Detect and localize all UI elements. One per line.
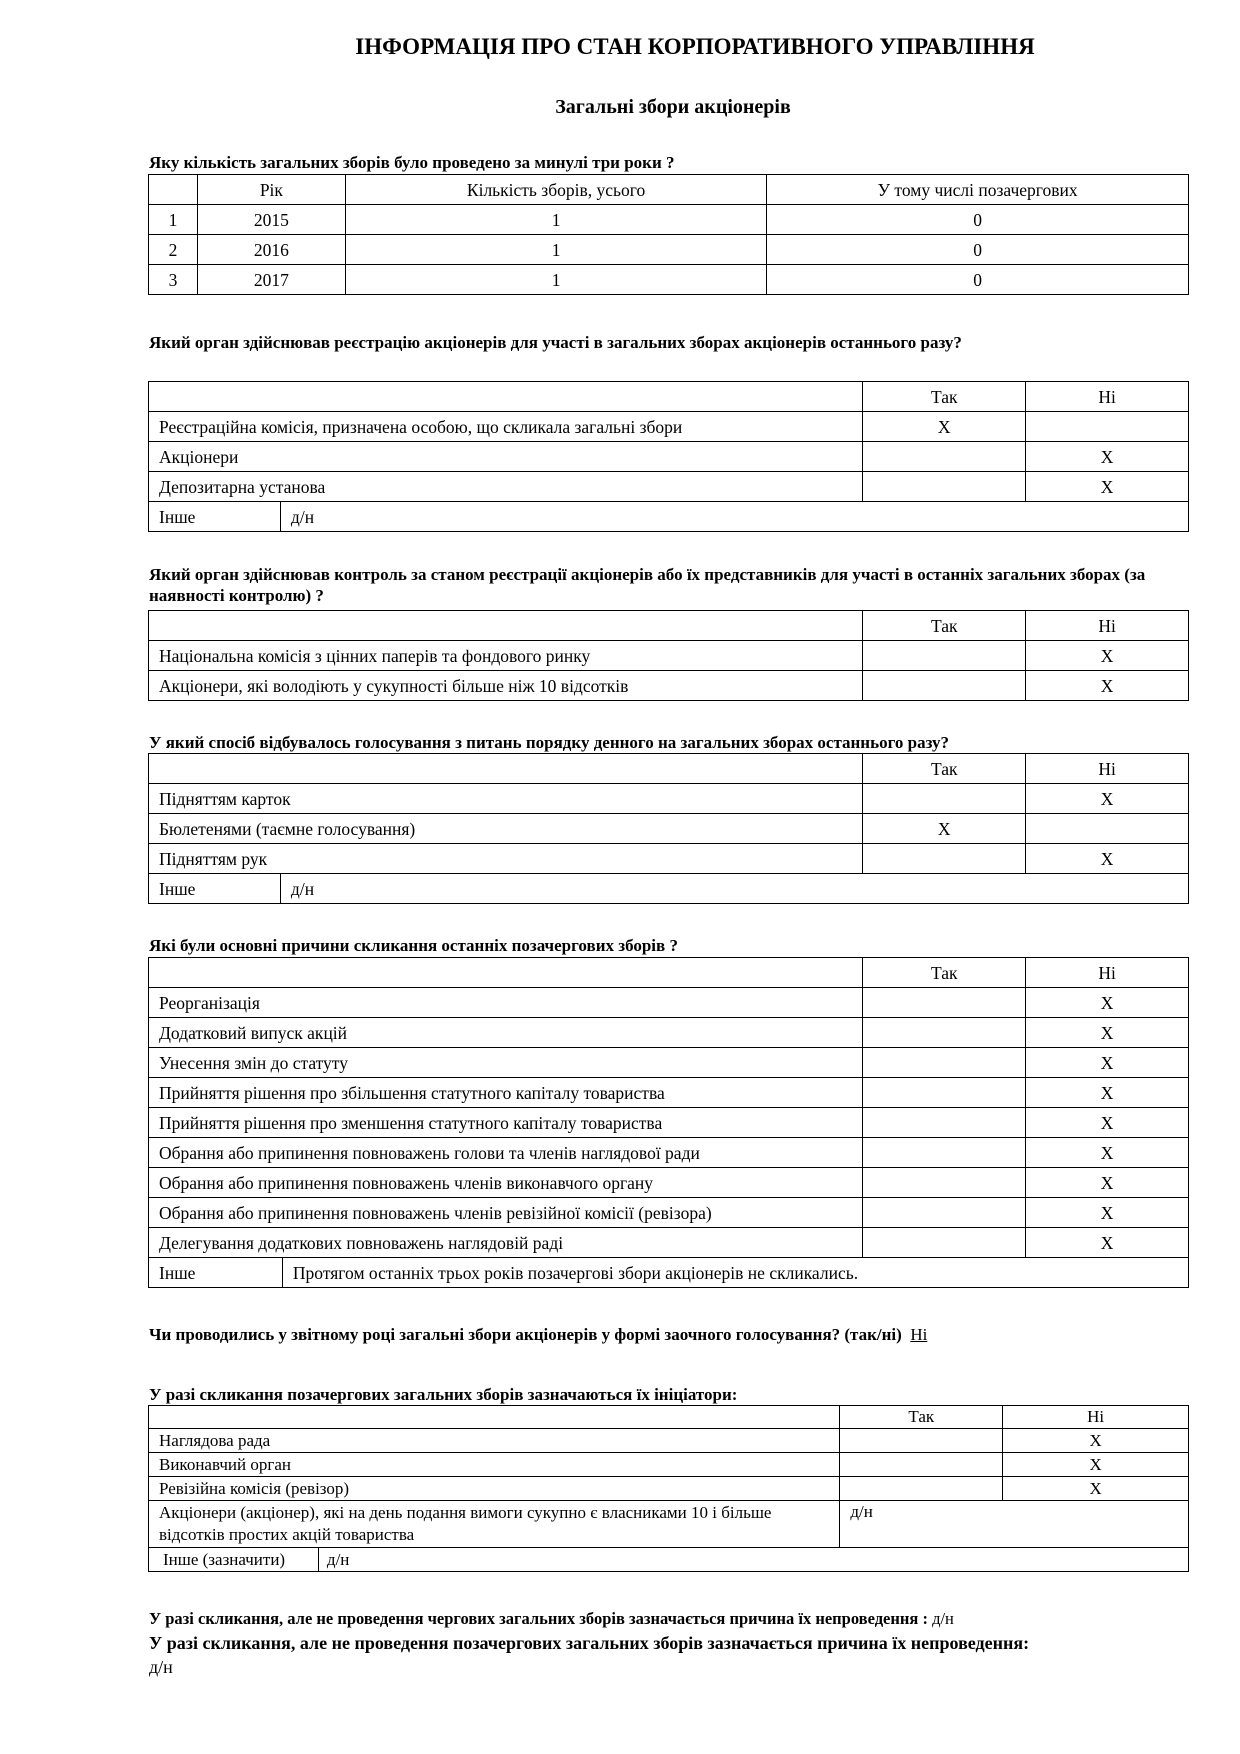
no-cell: X [1026, 988, 1189, 1018]
row-label: Депозитарна установа [149, 472, 863, 502]
table-row [149, 442, 1189, 472]
table-row [149, 1048, 1189, 1078]
row-label: Національна комісія з цінних паперів та фондового ринку [149, 641, 863, 671]
table-header-row [149, 1406, 1189, 1429]
table-row [149, 1477, 1189, 1501]
table-row-shareholders [149, 1501, 1189, 1548]
yes-cell [840, 1453, 1003, 1477]
table-cell: 0 [767, 235, 1189, 265]
no-cell [1026, 412, 1189, 442]
row-label: Акціонери [149, 442, 863, 472]
header-cell: Так [863, 611, 1026, 641]
registration-body-table [148, 381, 1189, 532]
header-cell [149, 754, 863, 784]
table-row [149, 671, 1189, 701]
other-value: Протягом останніх трьох років позачергові збори акціонерів не скликались. [282, 1258, 1188, 1288]
yes-cell [863, 671, 1026, 701]
table-cell: 1 [345, 265, 767, 295]
table-header-row [149, 611, 1189, 641]
no-cell: X [1026, 1108, 1189, 1138]
no-cell: X [1026, 442, 1189, 472]
yes-cell [863, 1108, 1026, 1138]
table-cell: 3 [149, 265, 198, 295]
row-label: Унесення змін до статуту [149, 1048, 863, 1078]
no-cell [1026, 814, 1189, 844]
table-header-row [149, 382, 1189, 412]
header-cell: Ні [1026, 958, 1189, 988]
row-label: Підняттям карток [149, 784, 863, 814]
row-label: Акціонери, які володіють у сукупності більше ніж 10 відсотків [149, 671, 863, 701]
note-regular-meeting-text: У разі скликання, але не проведення чергових загальних зборів зазначається причина їх непроведення : [149, 1609, 928, 1628]
table-row [149, 641, 1189, 671]
table-row [149, 205, 1189, 235]
question-meetings-count: Яку кількість загальних зборів було проведено за минулі три роки ? [149, 153, 675, 172]
note-regular-meeting-value: д/н [932, 1609, 954, 1628]
row-label: Наглядова рада [149, 1429, 840, 1453]
table-row [149, 1078, 1189, 1108]
table-header-row [149, 175, 1189, 205]
other-value: д/н [280, 502, 1188, 532]
row-label: Ревізійна комісія (ревізор) [149, 1477, 840, 1501]
table-row [149, 1018, 1189, 1048]
no-cell: X [1026, 1168, 1189, 1198]
no-cell: X [1003, 1429, 1189, 1453]
header-cell [149, 611, 863, 641]
no-cell: X [1026, 1228, 1189, 1258]
no-cell: X [1026, 1078, 1189, 1108]
row-label: Прийняття рішення про зменшення статутного капіталу товариства [149, 1108, 863, 1138]
table-cell: 1 [345, 235, 767, 265]
page-title: ІНФОРМАЦІЯ ПРО СТАН КОРПОРАТИВНОГО УПРАВЛІННЯ [355, 34, 1035, 59]
table-row [149, 1453, 1189, 1477]
initiators-table [148, 1405, 1189, 1572]
table-row-other [149, 1258, 1189, 1288]
question-absentee-voting [149, 1324, 1189, 1345]
row-label: Обрання або припинення повноважень членів виконавчого органу [149, 1168, 863, 1198]
registration-control-table [148, 610, 1189, 701]
table-header-row [149, 958, 1189, 988]
table-row [149, 814, 1189, 844]
question-registration-body: Який орган здійснював реєстрацію акціонерів для участі в загальних зборах акціонерів останнього разу? [149, 333, 962, 352]
row-label: Реорганізація [149, 988, 863, 1018]
header-cell: Кількість зборів, усього [345, 175, 767, 205]
yes-cell [863, 1228, 1026, 1258]
table-row-other [149, 874, 1189, 904]
table-row [149, 1138, 1189, 1168]
yes-cell [840, 1477, 1003, 1501]
header-cell [149, 958, 863, 988]
header-cell [149, 175, 198, 205]
table-cell: 1 [345, 205, 767, 235]
yes-cell [840, 1429, 1003, 1453]
header-cell: Ні [1026, 382, 1189, 412]
meetings-count-table [148, 174, 1189, 295]
other-value: д/н [318, 1548, 1188, 1572]
note-extraordinary-meeting [149, 1631, 1199, 1679]
no-cell: X [1026, 472, 1189, 502]
row-label: Бюлетенями (таємне голосування) [149, 814, 863, 844]
row-label: Виконавчий орган [149, 1453, 840, 1477]
table-row [149, 784, 1189, 814]
row-label: Делегування додаткових повноважень наглядовій раді [149, 1228, 863, 1258]
note-extraordinary-meeting-value: д/н [149, 1657, 173, 1677]
table-row [149, 1168, 1189, 1198]
extraordinary-reasons-table [148, 957, 1189, 1288]
header-cell: Ні [1026, 611, 1189, 641]
no-cell: X [1026, 844, 1189, 874]
table-row [149, 265, 1189, 295]
table-cell: 0 [767, 205, 1189, 235]
header-cell: Так [840, 1406, 1003, 1429]
yes-cell [863, 844, 1026, 874]
yes-cell [863, 1168, 1026, 1198]
table-row [149, 412, 1189, 442]
no-cell: X [1003, 1453, 1189, 1477]
header-cell: Ні [1026, 754, 1189, 784]
yes-cell [863, 1018, 1026, 1048]
question-extraordinary-reasons: Які були основні причини скликання останніх позачергових зборів ? [149, 936, 678, 955]
header-cell: Так [863, 958, 1026, 988]
table-row [149, 235, 1189, 265]
yes-cell [863, 1048, 1026, 1078]
yes-cell [863, 988, 1026, 1018]
yes-cell: X [863, 814, 1026, 844]
no-cell: X [1026, 671, 1189, 701]
other-label: Інше [149, 1258, 283, 1288]
table-cell: 2 [149, 235, 198, 265]
header-cell [149, 1406, 840, 1429]
yes-cell [863, 784, 1026, 814]
note-extraordinary-meeting-text: У разі скликання, але не проведення позачергових загальних зборів зазначається причина їх непроведення: [149, 1633, 1030, 1653]
table-row [149, 1228, 1189, 1258]
no-cell: X [1026, 1138, 1189, 1168]
yes-cell [863, 1138, 1026, 1168]
header-cell: У тому числі позачергових [767, 175, 1189, 205]
table-row-other [149, 502, 1189, 532]
absentee-voting-question-text: Чи проводились у звітному році загальні збори акціонерів у формі заочного голосування? (так/ні) [149, 1325, 902, 1344]
yes-cell [863, 472, 1026, 502]
shareholders-label: Акціонери (акціонер), які на день подання вимоги сукупно є власниками 10 і більше відсотків простих акцій товариства [149, 1501, 840, 1548]
question-initiators: У разі скликання позачергових загальних зборів зазначаються їх ініціатори: [149, 1385, 738, 1404]
voting-method-table [148, 753, 1189, 904]
no-cell: X [1026, 1048, 1189, 1078]
no-cell: X [1026, 641, 1189, 671]
table-cell: 2017 [197, 265, 345, 295]
no-cell: X [1003, 1477, 1189, 1501]
no-cell: X [1026, 1198, 1189, 1228]
header-cell: Так [863, 754, 1026, 784]
yes-cell [863, 1198, 1026, 1228]
table-cell: 0 [767, 265, 1189, 295]
row-label: Підняттям рук [149, 844, 863, 874]
table-row [149, 988, 1189, 1018]
table-header-row [149, 754, 1189, 784]
table-row [149, 1429, 1189, 1453]
other-value: д/н [280, 874, 1188, 904]
row-label: Додатковий випуск акцій [149, 1018, 863, 1048]
other-label: Інше [149, 502, 281, 532]
no-cell: X [1026, 784, 1189, 814]
absentee-voting-answer: Ні [910, 1325, 928, 1344]
note-regular-meeting [149, 1608, 1189, 1629]
row-label: Обрання або припинення повноважень членів ревізійної комісії (ревізора) [149, 1198, 863, 1228]
yes-cell [863, 1078, 1026, 1108]
header-cell: Ні [1003, 1406, 1189, 1429]
question-voting-method: У який спосіб відбувалось голосування з питань порядку денного на загальних зборах останнього разу? [149, 733, 950, 752]
header-cell: Рік [197, 175, 345, 205]
table-row [149, 1108, 1189, 1138]
yes-cell [863, 442, 1026, 472]
table-cell: 2015 [197, 205, 345, 235]
row-label: Обрання або припинення повноважень голови та членів наглядової ради [149, 1138, 863, 1168]
header-cell [149, 382, 863, 412]
row-label: Реєстраційна комісія, призначена особою, що скликала загальні збори [149, 412, 863, 442]
other-label: Інше [149, 874, 281, 904]
yes-cell [863, 641, 1026, 671]
other-label: Інше (зазначити) [149, 1548, 319, 1572]
table-row-other [149, 1548, 1189, 1572]
table-cell: 2016 [197, 235, 345, 265]
section-title: Загальні збори акціонерів [555, 96, 791, 118]
table-cell: 1 [149, 205, 198, 235]
yes-cell: X [863, 412, 1026, 442]
question-registration-control: Який орган здійснював контроль за станом реєстрації акціонерів або їх представників для участі в останніх загальних зборах (за наявності контролю) ? [149, 565, 1146, 605]
no-cell: X [1026, 1018, 1189, 1048]
header-cell: Так [863, 382, 1026, 412]
shareholders-value: д/н [840, 1501, 1189, 1548]
table-row [149, 472, 1189, 502]
table-row [149, 1198, 1189, 1228]
row-label: Прийняття рішення про збільшення статутного капіталу товариства [149, 1078, 863, 1108]
table-row [149, 844, 1189, 874]
